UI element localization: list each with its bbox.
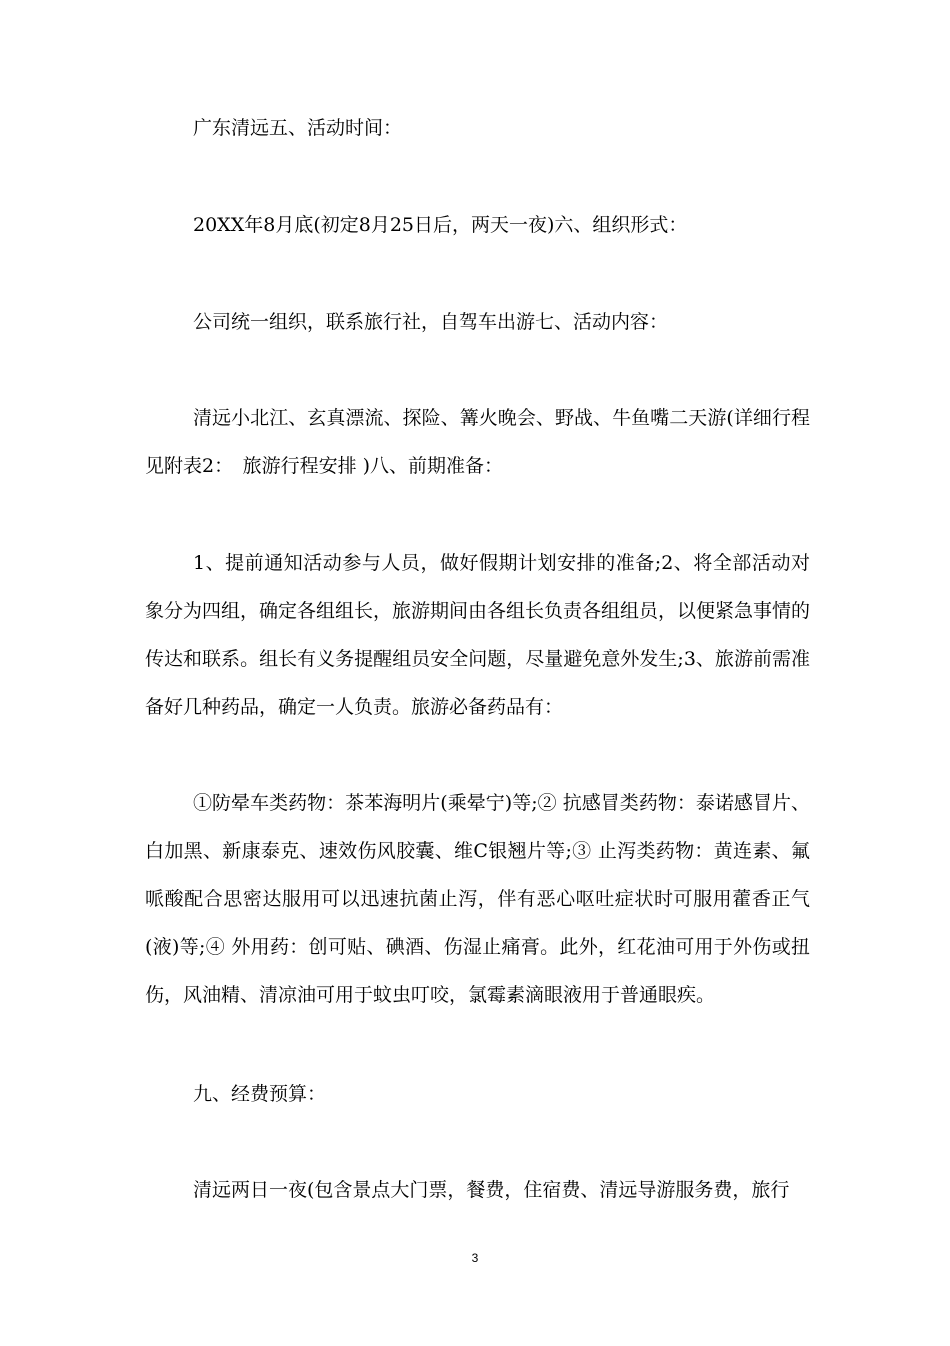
paragraph-organization: 公司统一组织，联系旅行社，自驾车出游七、活动内容： [193, 311, 669, 333]
paragraph-budget-heading: 九、经费预算： [193, 1083, 327, 1105]
paragraph-budget-detail: 清远两日一夜(包含景点大门票，餐费，住宿费、清远导游服务费，旅行 [193, 1179, 790, 1201]
paragraph-activity-location: 广东清远五、活动时间： [193, 117, 403, 139]
page-number: 3 [471, 1251, 479, 1265]
paragraph-preparation: 1、提前通知活动参与人员，做好假期计划安排的准备;2、将全部活动对象分为四组，确定各组组长，旅游期间由各组长负责各组组员，以便紧急事情的传达和联系。组长有义务提醒组员安全问题，尽量避免意外发生;3、旅游前需准备好几种药品，确定一人负责。旅游必备药品有： [145, 552, 811, 718]
paragraph-activity-time: 20XX年8月底(初定8月25日后，两天一夜)六、组织形式： [193, 214, 688, 236]
paragraph-activity-content: 清远小北江、玄真漂流、探险、篝火晚会、野战、牛鱼嘴二天游(详细行程见附表2： 旅游行程安排 )八、前期准备： [145, 407, 810, 477]
paragraph-medicine-list: ①防晕车类药物：茶苯海明片(乘晕宁)等;② 抗感冒类药物：泰诺感冒片、白加黑、新康泰克、速效伤风胶囊、维C银翘片等;③ 止泻类药物：黄连素、氟哌酸配合思密达服用可以迅速抗菌止泻，伴有恶心呕吐症状时可服用藿香正气 (液)等;④ 外用药：创可贴、碘酒、伤湿止痛膏。此外，红花油可用于外伤或扭伤，风油精、清凉油可用于蚊虫叮咬，氯霉素滴眼液用于普通眼疾。 [145, 792, 810, 1006]
